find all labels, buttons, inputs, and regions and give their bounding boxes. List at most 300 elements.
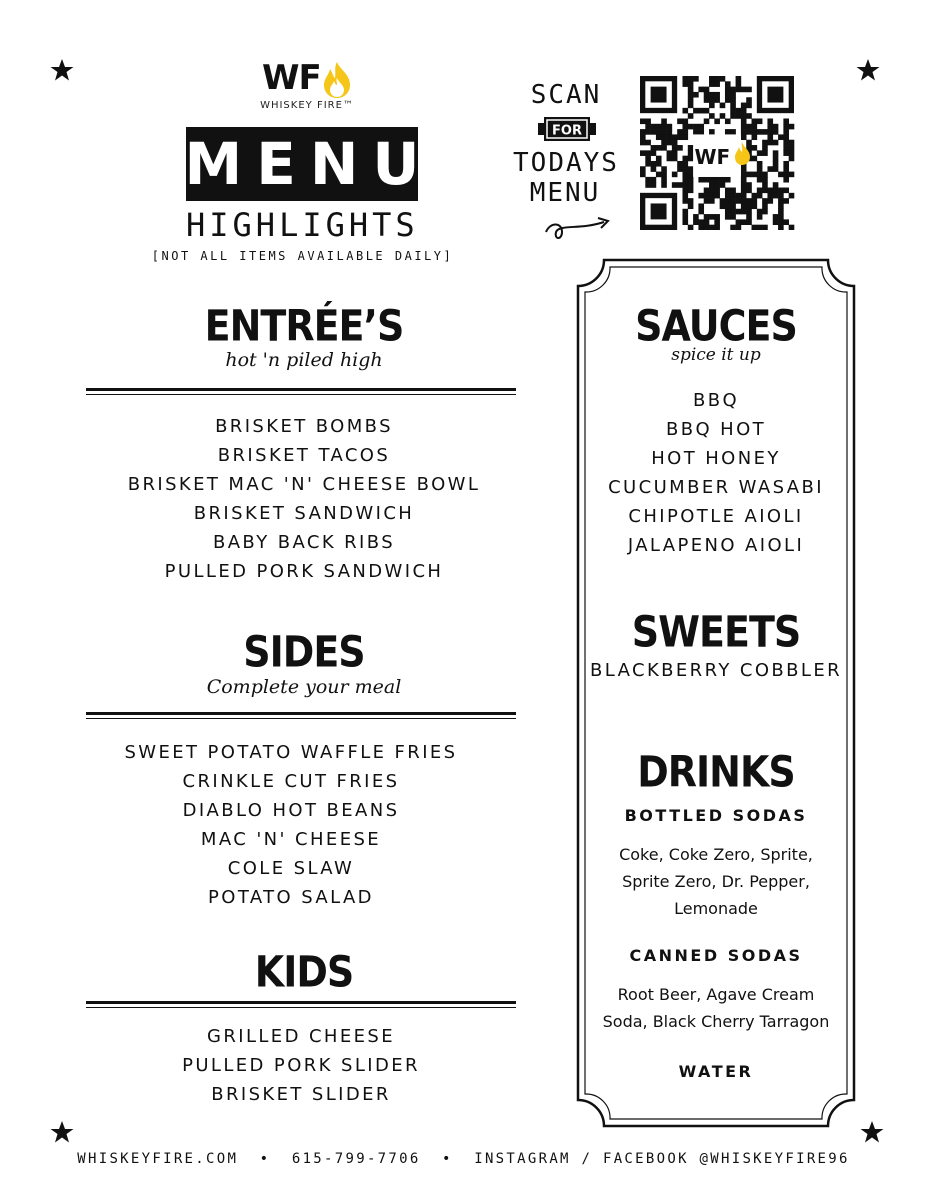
qr-module (725, 214, 731, 220)
qr-module (698, 219, 704, 225)
qr-module (746, 188, 752, 194)
qr-module (714, 118, 720, 124)
qr-module (651, 161, 657, 167)
qr-module (752, 203, 758, 209)
qr-module (746, 182, 752, 188)
qr-module (730, 92, 736, 98)
qr-module (709, 129, 715, 135)
list-item: HOT HONEY (651, 448, 781, 469)
qr-module (720, 203, 726, 209)
qr-module (762, 129, 768, 135)
qr-module (741, 219, 747, 225)
qr-module (746, 87, 752, 93)
qr-module (741, 103, 747, 109)
qr-module (767, 134, 773, 140)
qr-module (645, 156, 651, 162)
qr-module (656, 145, 662, 151)
qr-module (651, 150, 657, 156)
qr-module (783, 134, 789, 140)
star-icon (50, 1120, 74, 1144)
qr-module (783, 219, 789, 225)
qr-module (651, 177, 657, 183)
qr-module (757, 166, 763, 172)
qr-module (746, 103, 752, 109)
qr-module (783, 140, 789, 146)
qr-module (773, 214, 779, 220)
qr-module (789, 145, 795, 151)
list-item: BRISKET MAC 'N' CHEESE BOWL (127, 474, 481, 495)
qr-module (645, 177, 651, 183)
qr-module (667, 150, 673, 156)
qr-module (720, 103, 726, 109)
qr-module (640, 166, 646, 172)
qr-module (757, 161, 763, 167)
qr-module (773, 129, 779, 135)
qr-module (757, 118, 763, 124)
qr-module (757, 172, 763, 178)
qr-module (725, 118, 731, 124)
list-item: PULLED PORK SLIDER (182, 1055, 420, 1076)
water-heading: WATER (678, 1062, 754, 1081)
qr-module (688, 81, 694, 87)
qr-module (736, 219, 742, 225)
list-item: CHIPOTLE AIOLI (628, 506, 804, 527)
qr-module (783, 198, 789, 204)
qr-module (677, 145, 683, 151)
qr-module (752, 198, 758, 204)
qr-module (725, 177, 731, 183)
qr-module (746, 129, 752, 135)
qr-module (730, 198, 736, 204)
sauces-list (596, 386, 836, 560)
list-item: BBQ HOT (665, 419, 767, 440)
qr-module (677, 118, 683, 124)
qr-module (714, 219, 720, 225)
qr-module (704, 87, 710, 93)
qr-module (688, 203, 694, 209)
qr-module (698, 203, 704, 209)
qr-module (778, 219, 784, 225)
qr-module (730, 87, 736, 93)
qr-module (778, 193, 784, 199)
qr-module (730, 209, 736, 215)
qr-module (752, 172, 758, 178)
list-item: MAC 'N' CHEESE (200, 829, 382, 850)
list-item: JALAPENO AIOLI (627, 535, 805, 556)
qr-module (736, 113, 742, 119)
qr-module (783, 166, 789, 172)
qr-module (752, 118, 758, 124)
qr-module (741, 129, 747, 135)
qr-module (720, 182, 726, 188)
qr-module (661, 145, 667, 151)
qr-module (645, 129, 651, 135)
qr-module (688, 172, 694, 178)
list-item: DIABLO HOT BEANS (182, 800, 400, 821)
qr-module (661, 166, 667, 172)
qr-module (746, 198, 752, 204)
qr-module (725, 97, 731, 103)
qr-module (698, 209, 704, 215)
qr-finder-inner (651, 203, 667, 219)
qr-module (730, 113, 736, 119)
qr-module (682, 198, 688, 204)
sauces-subtitle: spice it up (671, 345, 761, 365)
qr-module (688, 166, 694, 172)
qr-module (783, 129, 789, 135)
qr-module (762, 140, 768, 146)
sweets-list (590, 656, 842, 685)
qr-module (693, 76, 699, 82)
qr-module (651, 166, 657, 172)
qr-module (762, 172, 768, 178)
qr-module (661, 129, 667, 135)
qr-code[interactable] (638, 76, 796, 230)
qr-module (688, 92, 694, 98)
list-item: CUCUMBER WASABI (608, 477, 824, 498)
qr-module (682, 177, 688, 183)
qr-module (709, 193, 715, 199)
qr-module (773, 193, 779, 199)
qr-module (767, 118, 773, 124)
qr-module (672, 134, 678, 140)
qr-module (667, 129, 673, 135)
qr-module (757, 177, 763, 183)
qr-module (757, 209, 763, 215)
qr-module (741, 108, 747, 114)
qr-module (762, 209, 768, 215)
qr-module (688, 182, 694, 188)
qr-module (741, 166, 747, 172)
qr-module (789, 225, 795, 230)
qr-module (645, 140, 651, 146)
qr-module (672, 150, 678, 156)
qr-module (773, 124, 779, 130)
qr-module (693, 108, 699, 114)
qr-module (709, 225, 715, 230)
qr-module (682, 118, 688, 124)
qr-center-letters: WF (694, 145, 731, 170)
qr-module (778, 225, 784, 230)
qr-module (752, 193, 758, 199)
qr-module (651, 129, 657, 135)
qr-module (688, 156, 694, 162)
qr-module (783, 145, 789, 151)
qr-module (709, 214, 715, 220)
list-item: BRISKET SANDWICH (193, 503, 415, 524)
qr-module (741, 124, 747, 130)
qr-finder-inner (767, 87, 783, 103)
list-item: BRISKET BOMBS (215, 416, 393, 437)
qr-module (714, 177, 720, 183)
qr-module (709, 81, 715, 87)
qr-module (741, 193, 747, 199)
qr-module (725, 87, 731, 93)
highlights-heading: HIGHLIGHTS (186, 206, 419, 244)
qr-module (651, 182, 657, 188)
list-item: BABY BACK RIBS (212, 532, 396, 553)
qr-module (661, 134, 667, 140)
qr-module (752, 145, 758, 151)
qr-module (704, 97, 710, 103)
qr-module (688, 76, 694, 82)
qr-module (736, 108, 742, 114)
qr-module (704, 92, 710, 98)
qr-module (688, 124, 694, 130)
qr-module (704, 219, 710, 225)
qr-module (741, 87, 747, 93)
sides-title: SIDES (243, 627, 365, 677)
qr-module (746, 172, 752, 178)
qr-module (736, 225, 742, 230)
logo-letters: WF (262, 58, 321, 98)
qr-module (714, 92, 720, 98)
flame-icon (320, 60, 354, 100)
qr-module (645, 124, 651, 130)
qr-module (714, 188, 720, 194)
qr-module (698, 225, 704, 230)
qr-module (693, 92, 699, 98)
qr-module (757, 214, 763, 220)
qr-module (693, 124, 699, 130)
qr-module (672, 172, 678, 178)
qr-module (645, 182, 651, 188)
qr-module (767, 140, 773, 146)
qr-module (720, 177, 726, 183)
qr-module (762, 177, 768, 183)
qr-module (714, 182, 720, 188)
qr-module (667, 140, 673, 146)
qr-module (667, 134, 673, 140)
qr-module (688, 97, 694, 103)
qr-module (709, 103, 715, 109)
qr-module (656, 172, 662, 178)
qr-module (698, 177, 704, 183)
qr-module (762, 150, 768, 156)
qr-module (778, 214, 784, 220)
qr-module (661, 172, 667, 178)
qr-module (704, 118, 710, 124)
qr-module (773, 156, 779, 162)
qr-module (677, 182, 683, 188)
qr-module (725, 198, 731, 204)
qr-module (640, 172, 646, 178)
qr-module (741, 188, 747, 194)
qr-module (709, 92, 715, 98)
qr-module (746, 219, 752, 225)
sauces-title: SAUCES (635, 301, 797, 351)
qr-module (688, 103, 694, 109)
qr-module (688, 87, 694, 93)
qr-module (736, 209, 742, 215)
qr-module (704, 225, 710, 230)
qr-module (682, 209, 688, 215)
qr-module (688, 188, 694, 194)
qr-module (725, 209, 731, 215)
qr-module (746, 113, 752, 119)
list-item: BRISKET TACOS (217, 445, 391, 466)
qr-module (682, 182, 688, 188)
list-item: CRINKLE CUT FRIES (182, 771, 400, 792)
qr-module (725, 92, 731, 98)
qr-module (746, 140, 752, 146)
qr-module (730, 129, 736, 135)
qr-module (661, 182, 667, 188)
qr-module (651, 124, 657, 130)
entrees-subtitle: hot 'n piled high (225, 349, 383, 371)
footer-contact: WHISKEYFIRE.COM • 615-799-7706 • INSTAGRAM / FACEBOOK @WHISKEYFIRE96 (77, 1151, 850, 1167)
divider (86, 1001, 516, 1008)
canned-sodas-heading: CANNED SODAS (629, 946, 803, 965)
qr-module (752, 124, 758, 130)
qr-module (746, 214, 752, 220)
qr-module (709, 188, 715, 194)
qr-module (746, 124, 752, 130)
for-tag-text: FOR (552, 123, 582, 139)
kids-list (86, 1022, 516, 1109)
qr-module (767, 124, 773, 130)
qr-module (773, 188, 779, 194)
qr-module (667, 156, 673, 162)
qr-module (789, 140, 795, 146)
qr-module (762, 182, 768, 188)
qr-module (682, 124, 688, 130)
qr-module (741, 203, 747, 209)
qr-module (762, 203, 768, 209)
qr-module (773, 166, 779, 172)
qr-module (757, 225, 763, 230)
qr-module (762, 225, 768, 230)
qr-module (762, 198, 768, 204)
qr-module (725, 188, 731, 194)
qr-module (783, 124, 789, 130)
qr-module (698, 193, 704, 199)
brand-name: WHISKEY FIRE™ (260, 100, 354, 111)
menu-title: MENU (186, 127, 418, 201)
qr-module (752, 225, 758, 230)
qr-module (783, 118, 789, 124)
qr-module (682, 193, 688, 199)
qr-module (704, 188, 710, 194)
qr-module (709, 97, 715, 103)
qr-module (682, 129, 688, 135)
qr-module (746, 203, 752, 209)
qr-module (693, 219, 699, 225)
qr-module (767, 129, 773, 135)
qr-module (720, 76, 726, 82)
qr-module (682, 172, 688, 178)
qr-module (661, 124, 667, 130)
qr-module (682, 166, 688, 172)
qr-module (714, 225, 720, 230)
qr-module (698, 108, 704, 114)
list-item: COLE SLAW (227, 858, 355, 879)
qr-module (762, 188, 768, 194)
qr-module (736, 87, 742, 93)
sides-subtitle: Complete your meal (206, 676, 402, 698)
star-icon (50, 58, 74, 82)
qr-module (667, 124, 673, 130)
qr-module (741, 198, 747, 204)
qr-module (741, 113, 747, 119)
qr-module (757, 150, 763, 156)
qr-module (783, 172, 789, 178)
qr-module (767, 188, 773, 194)
qr-module (736, 193, 742, 199)
list-item: PULLED PORK SANDWICH (164, 561, 444, 582)
qr-module (640, 129, 646, 135)
qr-module (651, 145, 657, 151)
qr-module (698, 129, 704, 135)
qr-module (709, 76, 715, 82)
qr-module (752, 156, 758, 162)
qr-module (773, 161, 779, 167)
qr-module (693, 129, 699, 135)
for-tag (538, 114, 596, 144)
qr-module (767, 198, 773, 204)
divider (86, 712, 516, 719)
qr-module (682, 156, 688, 162)
qr-module (725, 129, 731, 135)
qr-module (704, 108, 710, 114)
qr-module (757, 129, 763, 135)
list-item: SWEET POTATO WAFFLE FRIES (124, 742, 458, 763)
qr-module (778, 203, 784, 209)
qr-module (773, 150, 779, 156)
qr-module (645, 150, 651, 156)
qr-finder-inner (651, 87, 667, 103)
qr-module (661, 118, 667, 124)
qr-module (640, 118, 646, 124)
bottled-sodas-list: Coke, Coke Zero, Sprite, Sprite Zero, Dr. Pepper, Lemonade (619, 845, 813, 918)
qr-module (789, 172, 795, 178)
qr-module (741, 172, 747, 178)
curly-arrow-icon (540, 212, 620, 242)
qr-module (736, 81, 742, 87)
qr-module (704, 198, 710, 204)
entrees-title: ENTRÉE’S (204, 301, 404, 351)
qr-module (730, 108, 736, 114)
qr-module (757, 188, 763, 194)
bottled-sodas-heading: BOTTLED SODAS (624, 806, 808, 825)
qr-module (783, 161, 789, 167)
qr-module (730, 97, 736, 103)
qr-module (656, 156, 662, 162)
qr-module (677, 166, 683, 172)
qr-module (682, 134, 688, 140)
qr-module (789, 193, 795, 199)
qr-module (778, 209, 784, 215)
qr-module (725, 193, 731, 199)
qr-module (698, 87, 704, 93)
qr-module (645, 118, 651, 124)
qr-module (688, 225, 694, 230)
qr-module (698, 124, 704, 130)
qr-module (656, 134, 662, 140)
qr-module (741, 118, 747, 124)
sides-list (86, 738, 496, 912)
qr-module (709, 177, 715, 183)
qr-module (704, 214, 710, 220)
drinks-title: DRINKS (637, 747, 795, 797)
qr-module (682, 214, 688, 220)
qr-module (789, 156, 795, 162)
qr-module (682, 81, 688, 87)
qr-module (656, 129, 662, 135)
qr-module (730, 225, 736, 230)
qr-module (693, 214, 699, 220)
menu-label: MENU (529, 178, 601, 208)
